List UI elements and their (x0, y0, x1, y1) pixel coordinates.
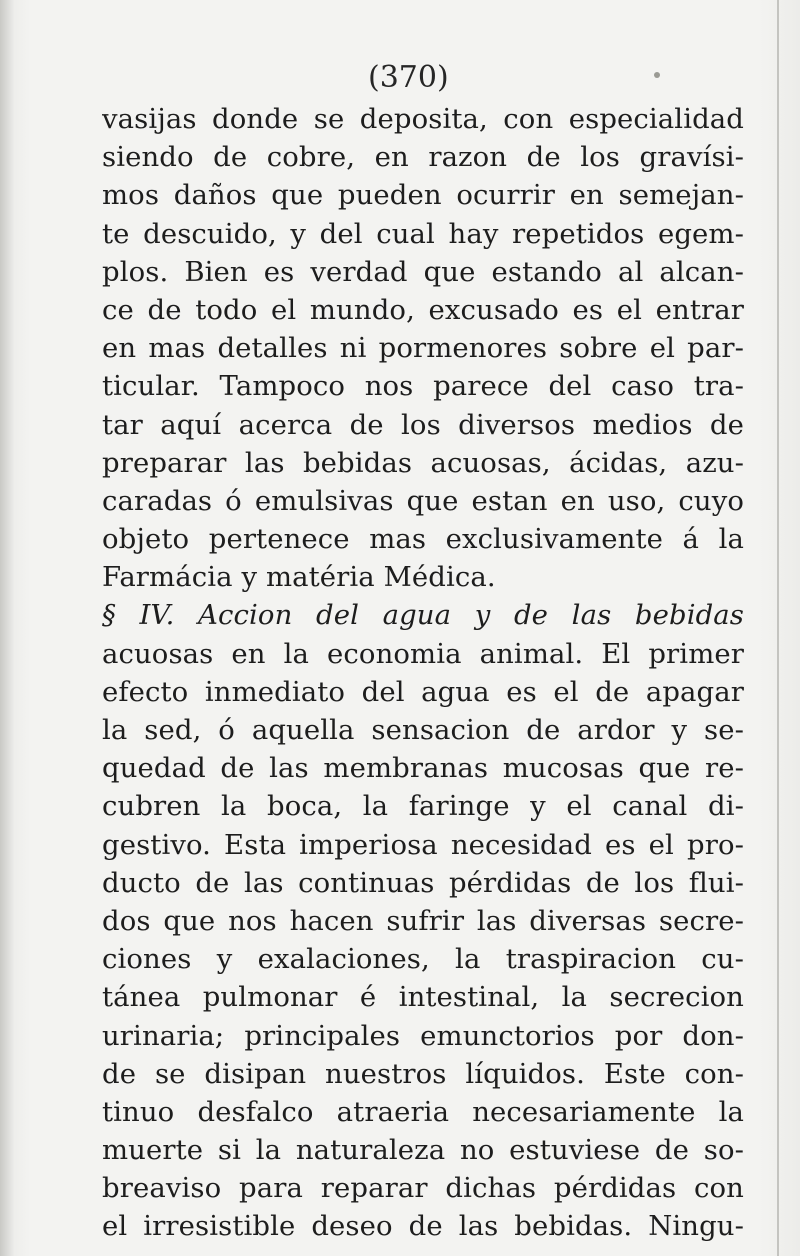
text-line: muerte si la naturaleza no estuviese de so- (102, 1134, 744, 1167)
text-line: mos daños que pueden ocurrir en semejan- (102, 179, 744, 212)
text-line: siendo de cobre, en razon de los gravísi- (102, 141, 744, 174)
text-line: de se disipan nuestros líquidos. Este con- (102, 1057, 744, 1090)
text-line: vasijas donde se deposita, con especialidad (102, 103, 744, 135)
body-text (102, 100, 744, 1246)
text-line: breaviso para reparar dichas pérdidas con (102, 1172, 744, 1205)
page-number: (370) (368, 60, 449, 95)
text-line: tinuo desfalco atraeria necesariamente la (102, 1095, 744, 1128)
page-gutter-shadow (0, 0, 14, 1256)
text-line: te descuido, y del cual hay repetidos egem- (102, 217, 744, 250)
text-line: dos que nos hacen sufrir las diversas secre- (102, 904, 744, 937)
text-line: objeto pertenece mas exclusivamente á la (102, 523, 744, 556)
text-line: acuosas en la economia animal. El primer (102, 637, 744, 670)
text-line: urinaria; principales emunctorios por don- (102, 1019, 744, 1052)
text-line: la sed, ó aquella sensacion de ardor y se- (102, 714, 744, 746)
text-line: tar aquí acerca de los diversos medios de (102, 408, 744, 441)
text-line: ducto de las continuas pérdidas de los flui- (102, 866, 744, 899)
text-line: cubren la boca, la faringe y el canal di- (102, 790, 744, 823)
text-line: Farmácia y matéria Médica. (102, 561, 496, 594)
text-line: ciones y exalaciones, la traspiracion cu- (102, 943, 744, 976)
text-line: en mas detalles ni pormenores sobre el par- (102, 332, 744, 365)
text-line: preparar las bebidas acuosas, ácidas, azu- (102, 446, 744, 479)
text-line: plos. Bien es verdad que estando al alcan- (102, 255, 744, 288)
text-line: el irresistible deseo de las bebidas. Ningu- (102, 1210, 744, 1243)
text-line: tánea pulmonar é intestinal, la secrecion (102, 981, 744, 1014)
text-line: ce de todo el mundo, excusado es el entrar (102, 293, 744, 326)
text-line: quedad de las membranas mucosas que re- (102, 752, 744, 785)
section-heading-line: § IV. Accion del agua y de las bebidas (102, 599, 744, 632)
ink-spot (654, 72, 660, 78)
text-line: gestivo. Esta imperiosa necesidad es el pro- (102, 828, 744, 861)
text-line: caradas ó emulsivas que estan en uso, cuyo (102, 484, 744, 517)
text-line: efecto inmediato del agua es el de apagar (102, 675, 744, 708)
text-line: ticular. Tampoco nos parece del caso tra- (102, 370, 744, 403)
page-edge-line (777, 0, 779, 1256)
